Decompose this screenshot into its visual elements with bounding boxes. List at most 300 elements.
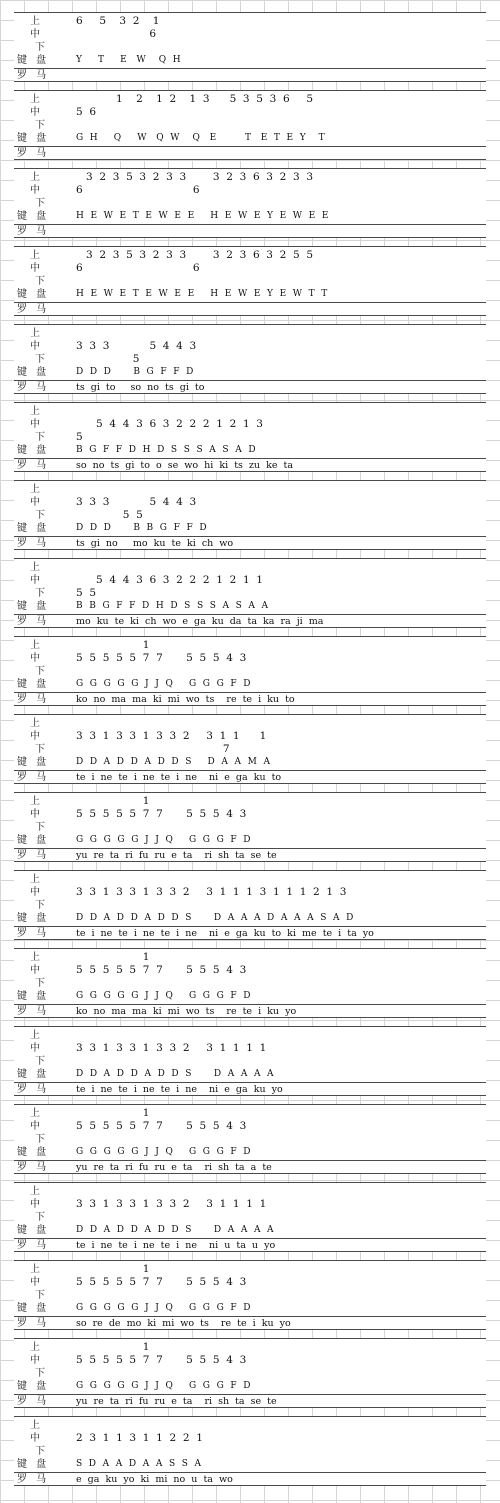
keyboard-keys: D D A D D A D D S D A A M A — [76, 757, 271, 767]
middle-label: 中 — [30, 29, 40, 40]
upper-row — [14, 1107, 486, 1120]
lower-notes: 5 — [76, 353, 140, 365]
lower-row — [14, 587, 486, 600]
upper-row — [14, 483, 486, 496]
middle-label: 中 — [30, 1277, 40, 1288]
keyboard-keys: G G G G G J J Q G G G F D — [76, 679, 251, 689]
lower-notes — [76, 197, 482, 210]
middle-label: 中 — [30, 575, 40, 586]
keyboard-row — [14, 444, 486, 457]
upper-notes — [76, 483, 482, 496]
roman-syllables — [76, 69, 482, 82]
notation-block — [14, 168, 486, 238]
lower-label: 下 — [35, 510, 45, 521]
roman-row — [14, 614, 486, 628]
notation-block — [14, 324, 486, 394]
keyboard-keys: G G G G G J J Q G G G F D — [76, 991, 251, 1001]
middle-label: 中 — [30, 653, 40, 664]
lower-notes — [76, 41, 482, 54]
lower-label: 下 — [35, 1134, 45, 1145]
middle-label: 中 — [30, 1433, 40, 1444]
upper-row — [14, 171, 486, 184]
keyboard-keys: D D A D D A D D S D A A A D A A A S A D — [76, 913, 354, 923]
keyboard-row — [14, 912, 486, 925]
lower-label: 下 — [35, 1056, 45, 1067]
upper-label: 上 — [30, 406, 40, 417]
lower-notes — [76, 1445, 482, 1458]
lower-row — [14, 821, 486, 834]
roman-label: 罗 马 — [17, 772, 50, 783]
roman-syllables: ko no ma ma ki mi wo ts re te i ku to — [76, 694, 295, 705]
keyboard-row — [14, 756, 486, 769]
middle-row — [14, 184, 486, 197]
roman-syllables: te i ne te i ne te i ne ni e ga ku to ki me te i ta yo — [76, 928, 374, 939]
roman-row — [14, 1082, 486, 1096]
lower-notes — [76, 1289, 482, 1302]
upper-row — [14, 717, 486, 730]
lower-notes — [76, 899, 482, 912]
keyboard-keys: G H Q W Q W Q E T E T E Y T — [76, 133, 325, 143]
middle-row — [14, 1432, 486, 1445]
middle-notes: 6 6 — [76, 262, 200, 274]
roman-syllables: yu re ta ri fu ru e ta ri sh ta se te — [76, 850, 277, 861]
keyboard-keys: G G G G G J J Q G G G F D — [76, 1303, 251, 1313]
lower-notes — [76, 977, 482, 990]
notation-block — [14, 480, 486, 550]
notation-block — [14, 636, 486, 706]
keyboard-keys: Y T E W Q H — [76, 55, 181, 65]
keyboard-row — [14, 54, 486, 67]
notation-block — [14, 12, 486, 82]
roman-syllables: mo ku te ki ch wo e ga ku da ta ka ra ji ma — [76, 616, 324, 627]
upper-row — [14, 93, 486, 106]
roman-row — [14, 1394, 486, 1408]
lower-row — [14, 1445, 486, 1458]
upper-label: 上 — [30, 874, 40, 885]
roman-label: 罗 马 — [17, 226, 50, 237]
roman-syllables: te i ne te i ne te i ne ni e ga ku yo — [76, 1084, 283, 1095]
lower-notes — [76, 1367, 482, 1380]
middle-row — [14, 1276, 486, 1289]
middle-label: 中 — [30, 1199, 40, 1210]
roman-syllables — [76, 147, 482, 160]
notation-block — [14, 948, 486, 1018]
roman-label: 罗 马 — [17, 382, 50, 393]
middle-label: 中 — [30, 263, 40, 274]
middle-notes: 5 5 5 5 5 7 7 5 5 5 4 3 — [76, 964, 247, 976]
roman-label: 罗 马 — [17, 1318, 50, 1329]
keyboard-label: 键 盘 — [17, 757, 50, 768]
lower-label: 下 — [35, 900, 45, 911]
middle-notes: 2 3 1 1 3 1 1 2 2 1 — [76, 1432, 203, 1444]
roman-syllables: so no ts gi to o se wo hi ki ts zu ke ta — [76, 460, 293, 471]
roman-label: 罗 马 — [17, 1396, 50, 1407]
middle-row — [14, 28, 486, 41]
notation-block — [14, 1026, 486, 1096]
lower-label: 下 — [35, 978, 45, 989]
keyboard-label: 键 盘 — [17, 601, 50, 612]
lower-notes — [76, 1211, 482, 1224]
lower-row — [14, 977, 486, 990]
keyboard-label: 键 盘 — [17, 1069, 50, 1080]
middle-label: 中 — [30, 1121, 40, 1132]
notation-block — [14, 1416, 486, 1486]
upper-notes: 1 — [76, 1341, 150, 1353]
roman-label: 罗 马 — [17, 1474, 50, 1485]
middle-notes: 3 3 3 5 4 4 3 — [76, 496, 197, 508]
lower-row — [14, 1133, 486, 1146]
keyboard-row — [14, 1302, 486, 1315]
roman-label: 罗 马 — [17, 538, 50, 549]
keyboard-label: 键 盘 — [17, 913, 50, 924]
middle-notes: 3 3 3 5 4 4 3 — [76, 340, 197, 352]
upper-notes: 1 — [76, 1263, 150, 1275]
keyboard-row — [14, 600, 486, 613]
roman-label: 罗 马 — [17, 850, 50, 861]
lower-row — [14, 119, 486, 132]
roman-label: 罗 马 — [17, 148, 50, 159]
lower-label: 下 — [35, 432, 45, 443]
upper-row — [14, 249, 486, 262]
middle-row — [14, 106, 486, 119]
middle-notes: 5 6 — [76, 106, 97, 118]
upper-notes — [76, 1029, 482, 1042]
roman-row — [14, 770, 486, 784]
roman-syllables: ko no ma ma ki mi wo ts re te i ku yo — [76, 1006, 297, 1017]
upper-row — [14, 405, 486, 418]
roman-label: 罗 马 — [17, 928, 50, 939]
keyboard-keys: G G G G G J J Q G G G F D — [76, 835, 251, 845]
notation-block — [14, 714, 486, 784]
upper-notes — [76, 1419, 482, 1432]
notation-block — [14, 90, 486, 160]
middle-label: 中 — [30, 887, 40, 898]
roman-label: 罗 马 — [17, 694, 50, 705]
keyboard-label: 键 盘 — [17, 211, 50, 222]
lower-row — [14, 1367, 486, 1380]
middle-notes: 3 3 1 3 3 1 3 3 2 3 1 1 1 3 1 1 1 2 1 3 — [76, 886, 347, 898]
middle-label: 中 — [30, 965, 40, 976]
notation-block — [14, 1260, 486, 1330]
keyboard-row — [14, 1224, 486, 1237]
middle-row — [14, 1120, 486, 1133]
upper-row — [14, 1341, 486, 1354]
keyboard-row — [14, 522, 486, 535]
upper-notes — [76, 717, 482, 730]
keyboard-row — [14, 1068, 486, 1081]
roman-label: 罗 马 — [17, 70, 50, 81]
middle-row — [14, 886, 486, 899]
upper-row — [14, 1029, 486, 1042]
middle-notes: 5 5 5 5 5 7 7 5 5 5 4 3 — [76, 808, 247, 820]
middle-row — [14, 1198, 486, 1211]
notation-block — [14, 1182, 486, 1252]
roman-row — [14, 380, 486, 394]
keyboard-row — [14, 366, 486, 379]
keyboard-row — [14, 678, 486, 691]
middle-row — [14, 574, 486, 587]
roman-row — [14, 926, 486, 940]
upper-notes: 1 — [76, 795, 150, 807]
upper-label: 上 — [30, 484, 40, 495]
keyboard-keys: G G G G G J J Q G G G F D — [76, 1381, 251, 1391]
roman-syllables: so re de mo ki mi wo ts re te i ku yo — [76, 1318, 291, 1329]
lower-notes: 5 5 — [76, 587, 97, 599]
upper-label: 上 — [30, 718, 40, 729]
roman-row — [14, 848, 486, 862]
lower-row — [14, 353, 486, 366]
keyboard-label: 键 盘 — [17, 289, 50, 300]
middle-notes: 6 6 — [76, 184, 200, 196]
middle-label: 中 — [30, 1043, 40, 1054]
lower-row — [14, 1211, 486, 1224]
upper-row — [14, 951, 486, 964]
middle-notes: 5 5 5 5 5 7 7 5 5 5 4 3 — [76, 1354, 247, 1366]
middle-notes: 5 5 5 5 5 7 7 5 5 5 4 3 — [76, 1120, 247, 1132]
notation-block — [14, 1338, 486, 1408]
keyboard-keys: B G F F D H D S S S A S A D — [76, 445, 256, 455]
lower-notes — [76, 665, 482, 678]
middle-row — [14, 730, 486, 743]
upper-row — [14, 639, 486, 652]
lower-row — [14, 41, 486, 54]
lower-row — [14, 197, 486, 210]
keyboard-keys: D D A D D A D D S D A A A A — [76, 1225, 274, 1235]
notation-block — [14, 792, 486, 862]
upper-label: 上 — [30, 1186, 40, 1197]
roman-syllables: te i ne te i ne te i ne ni u ta u yo — [76, 1240, 276, 1251]
roman-syllables — [76, 225, 482, 238]
upper-row — [14, 795, 486, 808]
keyboard-keys: D D A D D A D D S D A A A A — [76, 1069, 274, 1079]
lower-label: 下 — [35, 744, 45, 755]
upper-label: 上 — [30, 952, 40, 963]
lower-notes — [76, 1133, 482, 1146]
lower-notes: 5 5 — [76, 509, 143, 521]
notation-block — [14, 870, 486, 940]
upper-label: 上 — [30, 250, 40, 261]
notation-block — [14, 558, 486, 628]
roman-row — [14, 458, 486, 472]
lower-row — [14, 743, 486, 756]
middle-label: 中 — [30, 497, 40, 508]
upper-row — [14, 327, 486, 340]
upper-row — [14, 873, 486, 886]
keyboard-row — [14, 210, 486, 223]
keyboard-label: 键 盘 — [17, 679, 50, 690]
roman-row — [14, 1160, 486, 1174]
upper-label: 上 — [30, 562, 40, 573]
keyboard-row — [14, 1146, 486, 1159]
lower-notes: 5 — [76, 431, 83, 443]
middle-notes: 5 4 4 3 6 3 2 2 2 1 2 1 3 — [76, 418, 263, 430]
middle-label: 中 — [30, 419, 40, 430]
upper-label: 上 — [30, 640, 40, 651]
middle-row — [14, 262, 486, 275]
keyboard-row — [14, 1380, 486, 1393]
roman-label: 罗 马 — [17, 616, 50, 627]
middle-row — [14, 418, 486, 431]
lower-row — [14, 275, 486, 288]
keyboard-row — [14, 834, 486, 847]
roman-label: 罗 马 — [17, 1084, 50, 1095]
lower-label: 下 — [35, 666, 45, 677]
lower-notes — [76, 119, 482, 132]
keyboard-label: 键 盘 — [17, 445, 50, 456]
keyboard-label: 键 盘 — [17, 523, 50, 534]
keyboard-row — [14, 1458, 486, 1471]
upper-label: 上 — [30, 94, 40, 105]
upper-label: 上 — [30, 172, 40, 183]
keyboard-label: 键 盘 — [17, 1381, 50, 1392]
upper-label: 上 — [30, 1108, 40, 1119]
lower-label: 下 — [35, 198, 45, 209]
notation-block — [14, 402, 486, 472]
upper-notes — [76, 405, 482, 418]
upper-label: 上 — [30, 16, 40, 27]
upper-label: 上 — [30, 1342, 40, 1353]
roman-row — [14, 1316, 486, 1330]
upper-notes — [76, 873, 482, 886]
upper-label: 上 — [30, 1030, 40, 1041]
roman-syllables: te i ne te i ne te i ne ni e ga ku to — [76, 772, 282, 783]
lower-label: 下 — [35, 822, 45, 833]
keyboard-label: 键 盘 — [17, 55, 50, 66]
roman-syllables: ts gi no mo ku te ki ch wo — [76, 538, 234, 549]
lower-label: 下 — [35, 1212, 45, 1223]
middle-label: 中 — [30, 341, 40, 352]
keyboard-row — [14, 288, 486, 301]
upper-row — [14, 15, 486, 28]
upper-notes: 1 — [76, 1107, 150, 1119]
lower-row — [14, 899, 486, 912]
roman-syllables: e ga ku yo ki mi no u ta wo — [76, 1474, 233, 1485]
upper-label: 上 — [30, 328, 40, 339]
roman-syllables: ts gi to so no ts gi to — [76, 382, 205, 393]
middle-notes: 6 — [76, 28, 157, 40]
middle-notes: 5 5 5 5 5 7 7 5 5 5 4 3 — [76, 652, 247, 664]
roman-label: 罗 马 — [17, 1006, 50, 1017]
lower-row — [14, 509, 486, 522]
lower-label: 下 — [35, 42, 45, 53]
upper-notes: 1 2 1 2 1 3 5 3 5 3 6 5 — [76, 93, 314, 105]
middle-notes: 5 4 4 3 6 3 2 2 2 1 2 1 1 — [76, 574, 263, 586]
middle-row — [14, 1354, 486, 1367]
roman-row — [14, 1238, 486, 1252]
keyboard-keys: H E W E T E W E E H E W E Y E W E E — [76, 211, 329, 221]
middle-row — [14, 652, 486, 665]
lower-label: 下 — [35, 1368, 45, 1379]
upper-notes: 6 5 3 2 1 — [76, 15, 160, 27]
roman-row — [14, 536, 486, 550]
upper-notes — [76, 327, 482, 340]
roman-label: 罗 马 — [17, 1240, 50, 1251]
roman-label: 罗 马 — [17, 304, 50, 315]
lower-label: 下 — [35, 354, 45, 365]
middle-row — [14, 808, 486, 821]
roman-row — [14, 1004, 486, 1018]
middle-row — [14, 496, 486, 509]
keyboard-label: 键 盘 — [17, 133, 50, 144]
roman-row — [14, 1472, 486, 1486]
middle-label: 中 — [30, 809, 40, 820]
keyboard-keys: D D D B B G F F D — [76, 523, 207, 533]
notation-block — [14, 246, 486, 316]
roman-row — [14, 302, 486, 316]
middle-label: 中 — [30, 1355, 40, 1366]
middle-row — [14, 340, 486, 353]
keyboard-keys: H E W E T E W E E H E W E Y E W T T — [76, 289, 328, 299]
keyboard-label: 键 盘 — [17, 1147, 50, 1158]
lower-row — [14, 665, 486, 678]
middle-notes: 3 3 1 3 3 1 3 3 2 3 1 1 1 — [76, 730, 267, 742]
upper-label: 上 — [30, 1420, 40, 1431]
upper-notes — [76, 561, 482, 574]
upper-row — [14, 1419, 486, 1432]
upper-row — [14, 561, 486, 574]
keyboard-keys: S D A A D A A S S A — [76, 1459, 202, 1469]
lower-notes — [76, 275, 482, 288]
keyboard-keys: G G G G G J J Q G G G F D — [76, 1147, 251, 1157]
lower-notes: 7 — [76, 743, 230, 755]
lower-notes — [76, 821, 482, 834]
roman-row — [14, 68, 486, 82]
roman-label: 罗 马 — [17, 460, 50, 471]
lower-row — [14, 1289, 486, 1302]
middle-notes: 3 3 1 3 3 1 3 3 2 3 1 1 1 1 — [76, 1198, 267, 1210]
upper-notes: 3 2 3 5 3 2 3 3 3 2 3 6 3 2 5 5 — [76, 249, 314, 261]
keyboard-label: 键 盘 — [17, 1459, 50, 1470]
lower-label: 下 — [35, 1446, 45, 1457]
middle-label: 中 — [30, 107, 40, 118]
upper-row — [14, 1263, 486, 1276]
middle-label: 中 — [30, 731, 40, 742]
keyboard-keys: B B G F F D H D S S S A S A A — [76, 601, 269, 611]
middle-row — [14, 964, 486, 977]
keyboard-keys: D D D B G F F D — [76, 367, 194, 377]
roman-row — [14, 146, 486, 160]
roman-row — [14, 692, 486, 706]
keyboard-label: 键 盘 — [17, 1225, 50, 1236]
middle-row — [14, 1042, 486, 1055]
roman-label: 罗 马 — [17, 1162, 50, 1173]
keyboard-label: 键 盘 — [17, 1303, 50, 1314]
upper-notes: 3 2 3 5 3 2 3 3 3 2 3 6 3 2 3 3 — [76, 171, 314, 183]
middle-label: 中 — [30, 185, 40, 196]
lower-notes — [76, 1055, 482, 1068]
upper-label: 上 — [30, 796, 40, 807]
upper-notes — [76, 1185, 482, 1198]
keyboard-row — [14, 990, 486, 1003]
lower-row — [14, 431, 486, 444]
middle-notes: 5 5 5 5 5 7 7 5 5 5 4 3 — [76, 1276, 247, 1288]
keyboard-row — [14, 132, 486, 145]
notation-block — [14, 1104, 486, 1174]
lower-label: 下 — [35, 276, 45, 287]
lower-label: 下 — [35, 1290, 45, 1301]
lower-label: 下 — [35, 120, 45, 131]
lower-label: 下 — [35, 588, 45, 599]
upper-notes: 1 — [76, 951, 150, 963]
middle-notes: 3 3 1 3 3 1 3 3 2 3 1 1 1 1 — [76, 1042, 267, 1054]
upper-row — [14, 1185, 486, 1198]
keyboard-label: 键 盘 — [17, 367, 50, 378]
upper-label: 上 — [30, 1264, 40, 1275]
keyboard-label: 键 盘 — [17, 835, 50, 846]
roman-row — [14, 224, 486, 238]
roman-syllables — [76, 303, 482, 316]
roman-syllables: yu re ta ri fu ru e ta ri sh ta se te — [76, 1396, 277, 1407]
